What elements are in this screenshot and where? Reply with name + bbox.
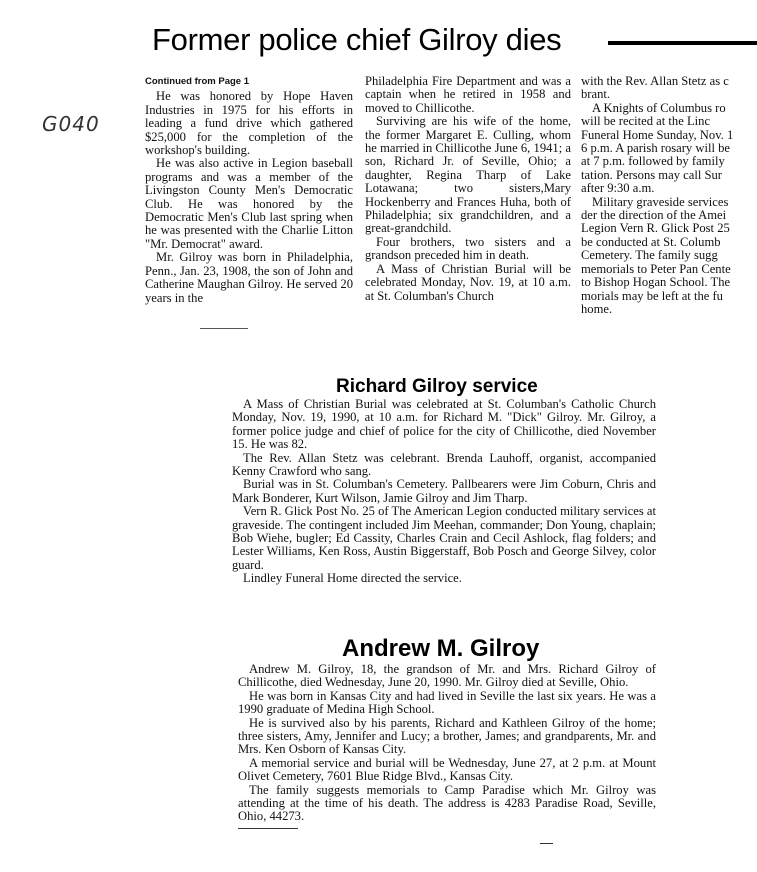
article1-paragraph: He was also active in Legion baseball programs and was a member of the Livingston County Men's Democratic Club. He was honored by the Democratic Men's Club last spring when he was presented with the Charlie Litton "Mr. Democrat" award. xyxy=(145,156,353,251)
article1-line: Legion Vern R. Glick Post 25 xyxy=(581,221,730,236)
article2-body xyxy=(232,398,656,586)
article1-column1 xyxy=(145,75,353,305)
article1-line: 6 p.m. A parish rosary will be xyxy=(581,141,731,156)
article1-column3 xyxy=(581,75,757,316)
article1-line: to Bishop Hogan School. The xyxy=(581,275,731,290)
article3-title: Andrew M. Gilroy xyxy=(342,635,540,662)
continued-label: Continued from Page 1 xyxy=(145,76,249,87)
article1-column2 xyxy=(365,75,571,303)
article1-line: after 9:30 a.m. xyxy=(581,181,655,196)
article-end-rule xyxy=(200,328,248,329)
end-dash xyxy=(540,843,553,844)
article1-paragraph: He was honored by Hope Haven Industries in 1975 for his efforts in leading a fund drive which gathered $25,000 for the completion of the workshop's building. xyxy=(145,89,353,158)
article1-line: morials may be left at the fu xyxy=(581,288,723,303)
article2-paragraph: A Mass of Christian Burial was celebrated at St. Columban's Catholic Church Monday, Nov. 19, 1990, at 10 a.m. for Richard M. "Dick" Gilroy. Mr. Gilroy, a former police judge and chief of police for the city of Chillicothe, died November 15. He was 82. xyxy=(232,397,656,452)
article3-body xyxy=(238,663,656,824)
article1-paragraph: Philadelphia Fire Department and was a captain when he retired in 1958 and moved to Chillicothe. xyxy=(365,74,571,115)
article1-line: at 7 p.m. followed by family xyxy=(581,154,725,169)
article2-paragraph: Burial was in St. Columban's Cemetery. Pallbearers were Jim Coburn, Chris and Mark Bonderer, Kurt Wilson, Jamie Gilroy and Jim Tharp. xyxy=(232,477,656,505)
article3-paragraph: He is survived also by his parents, Richard and Kathleen Gilroy of the home; three sisters, Amy, Jennifer and Lucy; a brother, James; and grandparents, Mr. and Mrs. Ken Osborn of Kansas City. xyxy=(238,715,656,757)
headline: Former police chief Gilroy dies xyxy=(152,22,562,57)
article1-line: home. xyxy=(581,301,613,316)
article2-title: Richard Gilroy service xyxy=(336,376,538,397)
article1-line: der the direction of the Amei xyxy=(581,208,727,223)
handwritten-note: G040 xyxy=(42,112,100,136)
article1-line: Military graveside services xyxy=(592,194,729,209)
article1-line: brant. xyxy=(581,87,611,102)
article2-paragraph: The Rev. Allan Stetz was celebrant. Brenda Lauhoff, organist, accompanied Kenny Crawford who sang. xyxy=(232,450,656,479)
article1-line: Funeral Home Sunday, Nov. 1 xyxy=(581,127,734,142)
article1-line: be conducted at St. Columb xyxy=(581,234,721,249)
headline-rule xyxy=(608,41,757,45)
article1-line: tation. Persons may call Sur xyxy=(581,167,722,182)
article1-line: will be recited at the Linc xyxy=(581,114,711,129)
address-underline xyxy=(238,828,298,829)
article1-line: A Knights of Columbus ro xyxy=(592,100,726,115)
article1-line: Cemetery. The family sugg xyxy=(581,248,718,263)
article3-paragraph: Andrew M. Gilroy, 18, the grandson of Mr. and Mrs. Richard Gilroy of Chillicothe, died Wednesday, June 20, 1990. Mr. Gilroy died at Seville, Ohio. xyxy=(238,662,656,690)
article1-paragraph: Mr. Gilroy was born in Philadelphia, Penn., Jan. 23, 1908, the son of John and Catherine Maughan Gilroy. He served 20 years in the xyxy=(145,250,353,305)
article1-line: memorials to Peter Pan Cente xyxy=(581,261,731,276)
article1-line: with the Rev. Allan Stetz as c xyxy=(581,75,729,88)
article3-paragraph: He was born in Kansas City and had lived in Seville the last six years. He was a 1990 graduate of Medina High School. xyxy=(238,688,656,717)
article3-paragraph: The family suggests memorials to Camp Paradise which Mr. Gilroy was attending at the time of his death. The address is 4283 Paradise Road, Seville, Ohio, 44273. xyxy=(238,782,656,824)
article2-paragraph: Vern R. Glick Post No. 25 of The American Legion conducted military services at graveside. The contingent included Jim Meehan, commander; Don Young, chaplain; Bob Wiehe, bugler; Ed Cassity, Charles Crain and Cecil Ashlock, flag folders; and Lester Williams, Ken Ross, Austin Biggerstaff, Bob Posch and George Silvey, color guard. xyxy=(232,504,657,572)
article3-paragraph: A memorial service and burial will be Wednesday, June 27, at 2 p.m. at Mount Olivet Cemetery, 7601 Blue Ridge Blvd., Kansas City. xyxy=(238,755,656,784)
article1-paragraph: Surviving are his wife of the home, the former Margaret E. Culling, whom he married in Chillicothe June 6, 1941; a son, Richard Jr. of Seville, Ohio; a daughter, Regina Tharp of Lake Lotawana; two sisters,Mary Hockenberry and Frances Huha, both of Philadelphia; six grandchildren, and a great-grandchild. xyxy=(365,114,571,236)
article1-paragraph: A Mass of Christian Burial will be celebrated Monday, Nov. 19, at 10 a.m. at St. Columban's Church xyxy=(365,261,571,303)
article1-paragraph: Four brothers, two sisters and a grandson preceded him in death. xyxy=(365,234,571,263)
article2-paragraph: Lindley Funeral Home directed the service. xyxy=(243,571,462,586)
